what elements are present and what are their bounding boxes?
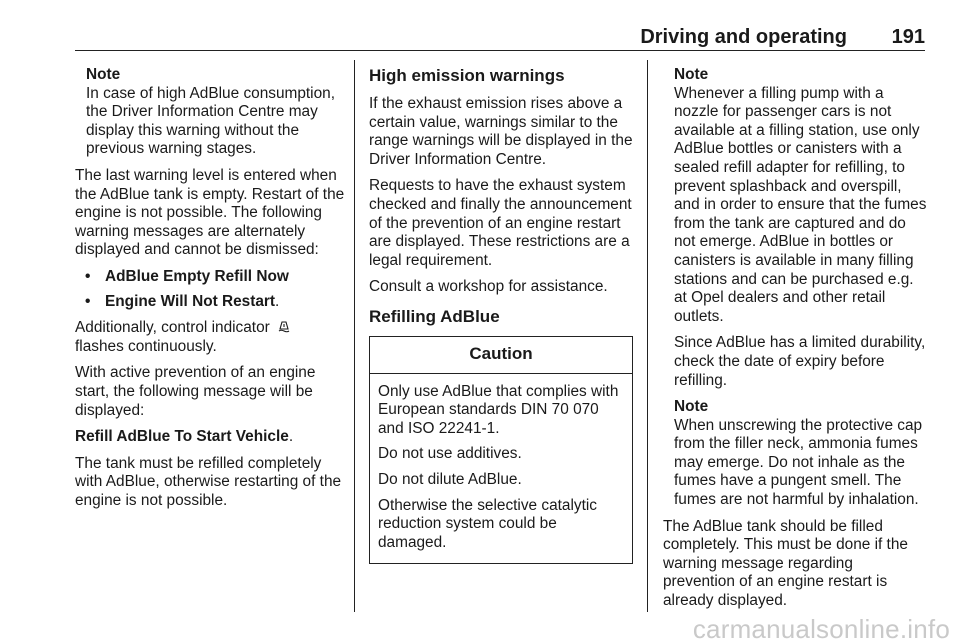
note-durability: Since AdBlue has a limited durability, check the date of expiry before refilling.	[674, 334, 926, 389]
heading-high-emission: High emission warnings	[369, 66, 565, 85]
paragraph-fill-completely: The AdBlue tank should be filled completely. This must be done if the warning message regarding prevention of an engine restart is already displayed.	[663, 517, 908, 610]
paragraph-emission-rises: If the exhaust emission rises above a certain value, warnings similar to the range warnings will be displayed in the Driver Information Centre.	[369, 95, 633, 168]
caution-text: Only use AdBlue that complies with European standards DIN 70 070 and ISO 22241-1.	[378, 382, 619, 437]
caution-text: Otherwise the selective catalytic reduction system could be damaged.	[378, 496, 597, 551]
note-label: Note	[86, 66, 121, 83]
heading-refilling-adblue: Refilling AdBlue	[369, 306, 500, 326]
column-divider-1	[354, 60, 355, 612]
adblue-warning-icon	[277, 319, 291, 333]
note-text: When unscrewing the protective cap from the filler neck, ammonia fumes may emerge. Do not inhale as the fumes have a pungent smell. The fumes are not harmful by inhalation.	[674, 416, 923, 509]
note-ammonia	[663, 398, 927, 510]
caution-title: Caution	[370, 337, 632, 374]
note-label: Note	[674, 66, 709, 83]
paragraph-active-prevention: With active prevention of an engine start, the following message will be displayed:	[75, 364, 316, 419]
section-title: Driving and operating	[640, 26, 847, 48]
paragraph-exhaust-requests: Requests to have the exhaust system checked and finally the announcement of the prevention of an engine restart are displayed. These restrictions are a legal requirement.	[369, 177, 632, 269]
paragraph-refill-tank: The tank must be refilled completely with AdBlue, otherwise restarting of the engine is not possible.	[75, 454, 342, 509]
warning-message-list	[75, 268, 347, 311]
paragraph-consult-workshop: Consult a workshop for assistance.	[369, 278, 608, 296]
note-text: Whenever a filling pump with a nozzle for passenger cars is not available at a filling station, use only AdBlue bottles or canisters with a sealed refill adapter for refilling, to prevent splashback and overspill, and in order to ensure that the fumes from the tank are captured and do not emerge. AdBlue in bottles or canisters is available in many filling stations and can be purchased e.g. at Opel dealers and other retail outlets.	[674, 84, 927, 325]
column-1	[75, 66, 347, 518]
page-header	[75, 28, 925, 52]
paragraph-control-indicator: Additionally, control indicator flashes continuously.	[75, 319, 347, 356]
caution-text: Do not use additives.	[378, 445, 522, 463]
column-divider-2	[647, 60, 648, 612]
list-item: • Engine Will Not Restart.	[75, 293, 347, 312]
paragraph-refill-message: Refill AdBlue To Start Vehicle.	[75, 428, 294, 446]
caution-text: Do not dilute AdBlue.	[378, 470, 522, 488]
header-rule	[75, 50, 925, 51]
column-3	[663, 66, 927, 619]
caution-box	[369, 336, 633, 564]
column-2	[369, 66, 633, 564]
note-filling-pump	[663, 66, 927, 326]
note-text: In case of high AdBlue consumption, the Driver Information Centre may display this warning without the previous warning stages.	[86, 84, 335, 158]
watermark: carmanualsonline.info	[692, 614, 950, 642]
paragraph-last-warning: The last warning level is entered when the AdBlue tank is empty. Restart of the engine is not possible. The following warning messages are alternately displayed and cannot be dismissed:	[75, 166, 345, 259]
note-label: Note	[674, 398, 709, 416]
list-item: • AdBlue Empty Refill Now	[75, 268, 347, 287]
note-high-consumption	[86, 66, 347, 159]
page-number: 191	[891, 26, 925, 48]
caution-body	[370, 374, 632, 564]
